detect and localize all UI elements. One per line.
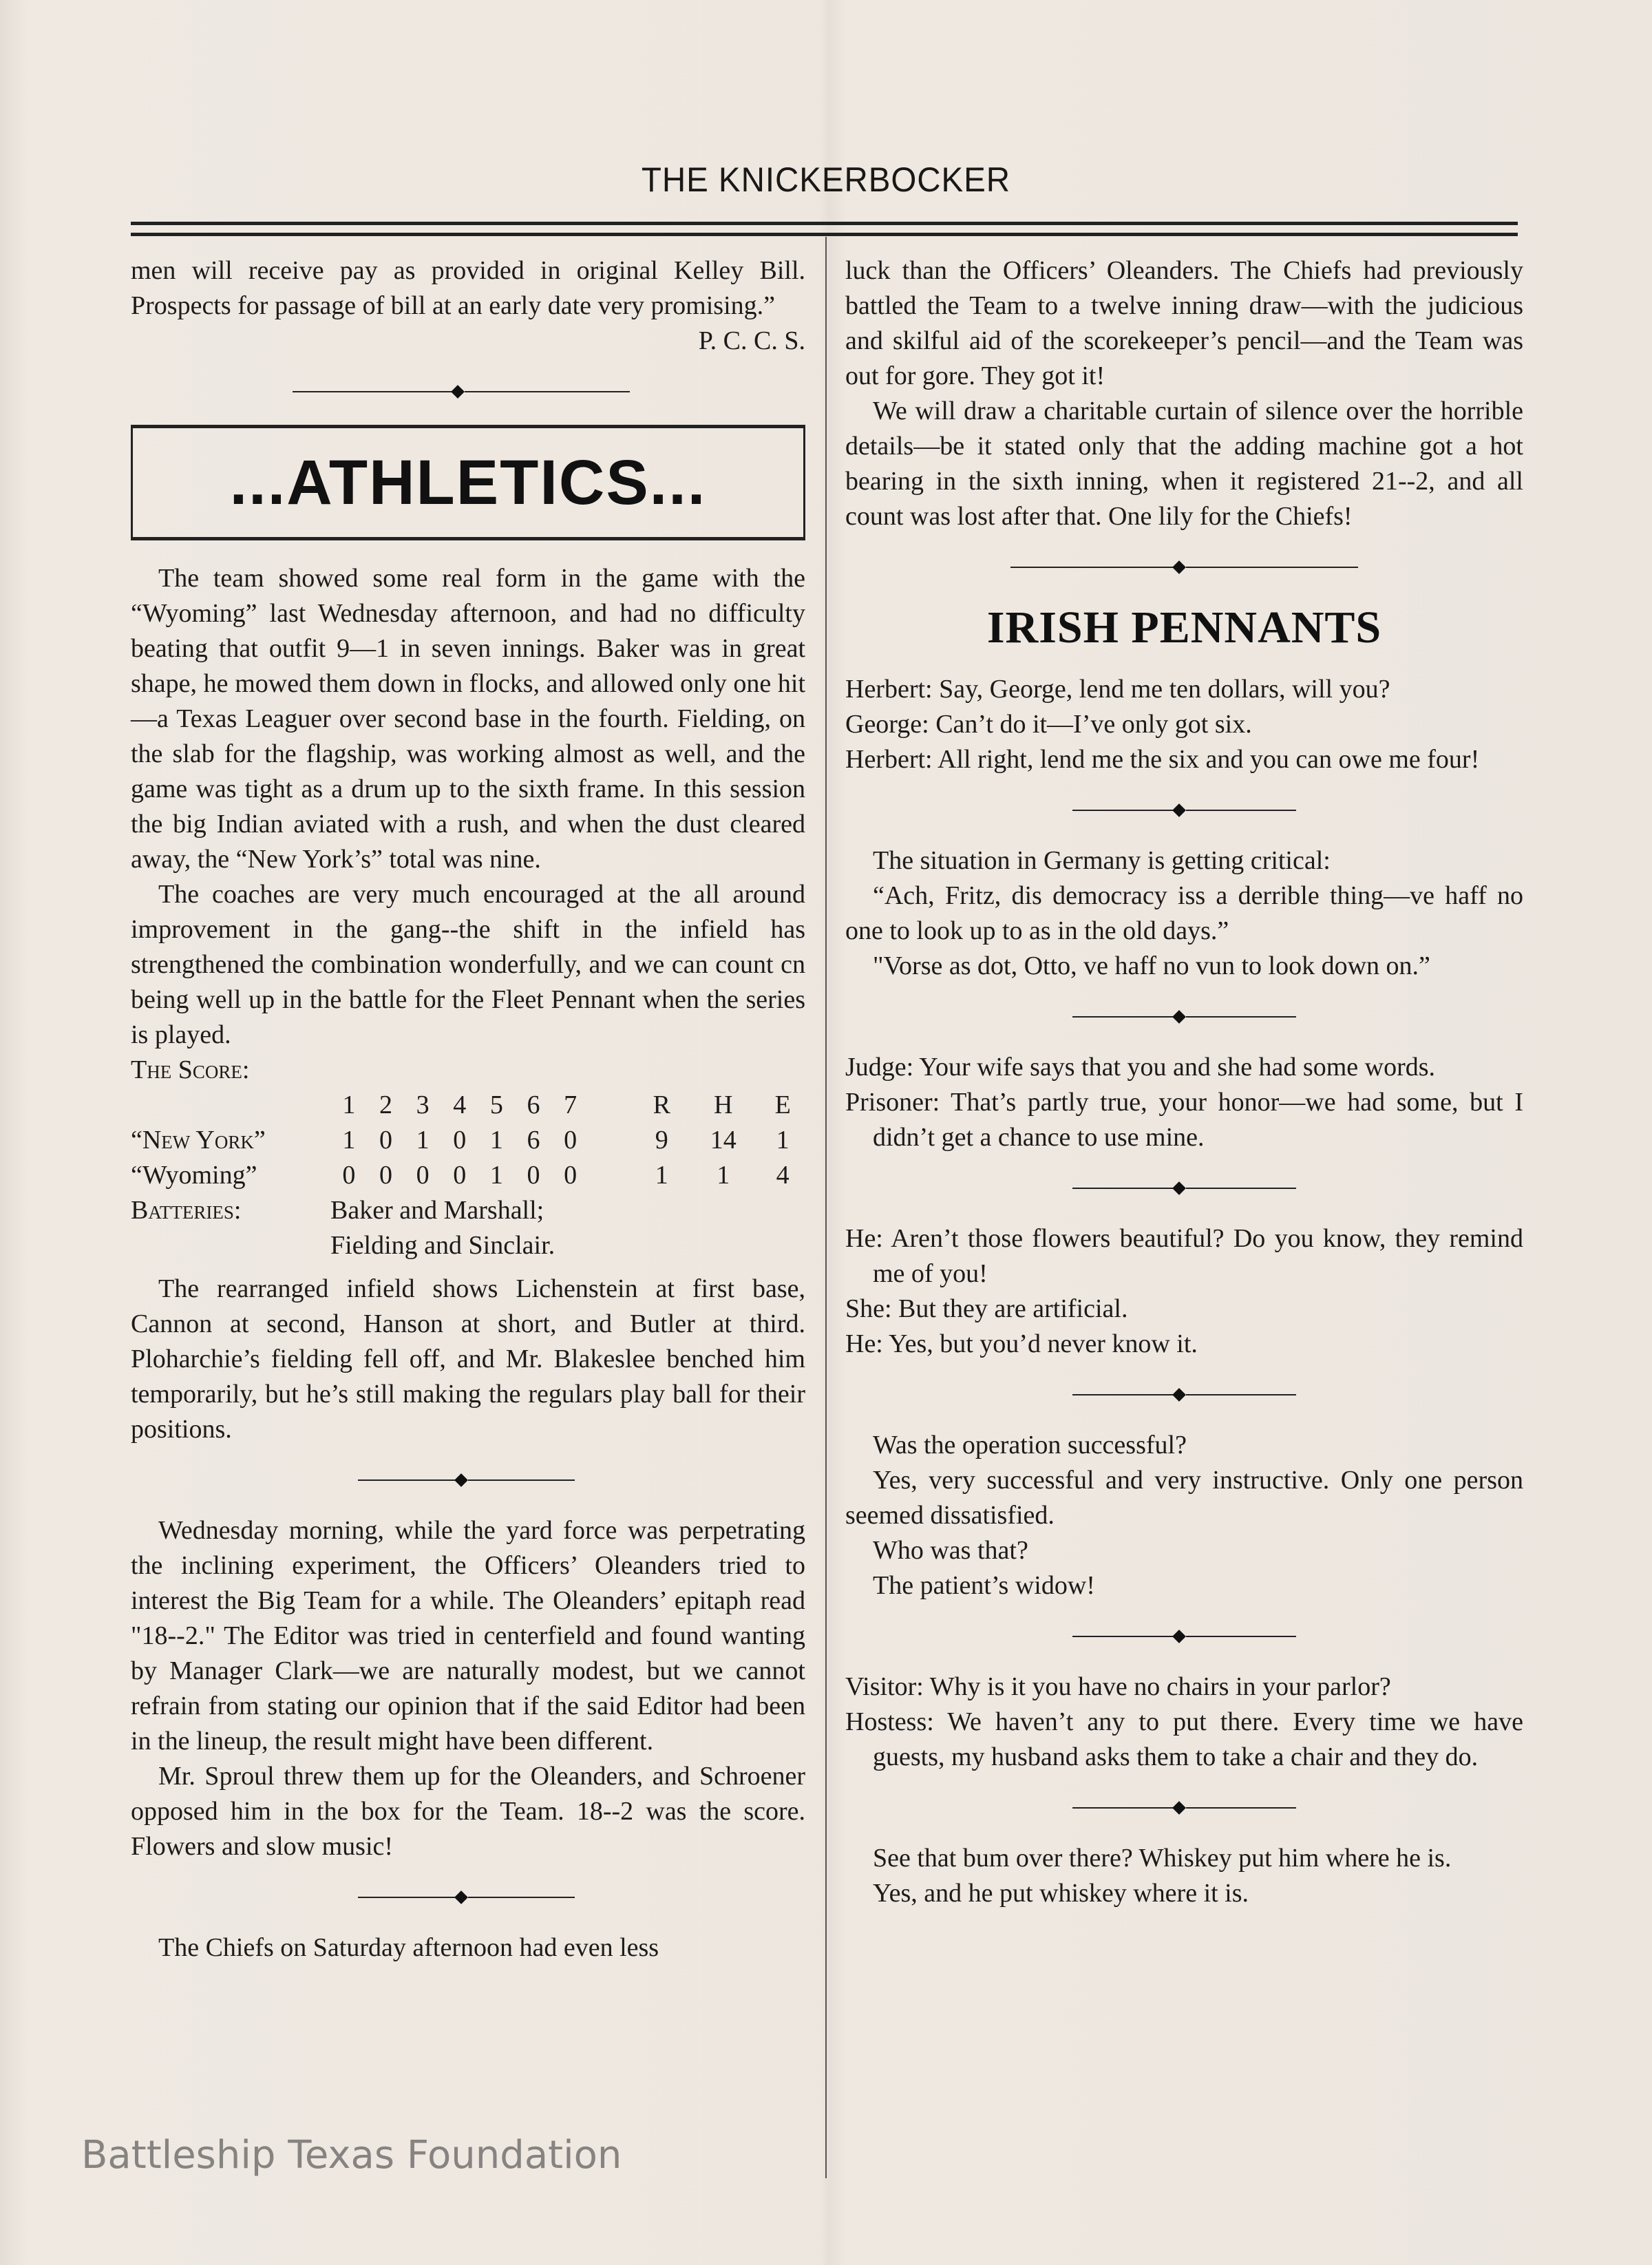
athletics-heading: ...ATHLETICS...: [229, 447, 707, 518]
score-row-wyoming: [131, 1158, 805, 1193]
masthead-title: THE KNICKERBOCKER: [641, 160, 1011, 199]
divider-line: [1072, 1807, 1179, 1809]
joke-line: See that bum over there? Whiskey put him where he is.: [873, 1844, 1452, 1873]
team-name: “Wyoming”: [131, 1161, 257, 1190]
divider-line: [1186, 810, 1296, 811]
divider-line: [1072, 1636, 1179, 1637]
inning-header: 7: [564, 1091, 578, 1119]
inning-score: 0: [379, 1126, 392, 1155]
diamond-ornament-icon: [1172, 560, 1186, 574]
rule-line: [131, 222, 1518, 225]
battery-entry: Baker and Marshall;: [330, 1196, 544, 1225]
dialogue-line: Herbert: All right, lend me the six and you can owe me four!: [845, 745, 1480, 774]
joke-line: "Vorse as dot, Otto, ve haff no vun to look down on.”: [873, 951, 1430, 980]
article-paragraph: Wednesday morning, while the yard force was perpetrating the inclining experiment, the Officers’ Oleanders tried to interest the Big Team for a while. The Oleanders’ epitaph read "18--2." The Editor was tried in centerfield and found wanting by Manager Clark—we are naturally modest, but we cannot refrain from stating our opinion that if the said Editor had been in the lineup, the result might have been different.: [131, 1516, 805, 1756]
inning-header: 3: [416, 1091, 430, 1119]
errors-total: 4: [776, 1161, 790, 1190]
divider-line: [1072, 1016, 1179, 1018]
divider-line: [293, 391, 458, 392]
diamond-ornament-icon: [454, 1890, 468, 1904]
dialogue-line: Herbert: Say, George, lend me ten dollars, will you?: [845, 675, 1390, 704]
ornament-divider: [845, 1381, 1523, 1409]
divider-line: [1186, 1636, 1296, 1637]
inning-score: 0: [453, 1126, 467, 1155]
inning-score: 1: [489, 1126, 503, 1155]
inning-header: 6: [527, 1091, 540, 1119]
divider-line: [465, 391, 630, 392]
score-row-new-york: [131, 1123, 805, 1158]
diamond-ornament-icon: [1172, 1388, 1186, 1402]
ornament-divider: [845, 797, 1523, 824]
inning-header: 1: [342, 1091, 356, 1119]
diamond-ornament-icon: [1172, 1630, 1186, 1643]
dialogue-line: Visitor: Why is it you have no chairs in your parlor?: [845, 1672, 1391, 1701]
rule-line: [131, 233, 1518, 236]
divider-line: [1186, 1807, 1296, 1809]
inning-score: 1: [342, 1126, 356, 1155]
batteries-label: Batteries:: [131, 1196, 242, 1225]
inning-header: 5: [489, 1091, 503, 1119]
battery-entry: Fielding and Sinclair.: [330, 1231, 555, 1260]
ornament-divider: [845, 1003, 1523, 1031]
dialogue-line: Hostess: We haven’t any to put there. Every time we have guests, my husband asks them to take a chair and they do.: [845, 1707, 1523, 1771]
divider-line: [1010, 567, 1179, 568]
dialogue-line: George: Can’t do it—I’ve only got six.: [845, 710, 1252, 739]
totals-header: R: [653, 1091, 670, 1119]
joke-line: The situation in Germany is getting critical:: [873, 846, 1331, 875]
divider-line: [468, 1897, 575, 1898]
team-name: “New York”: [131, 1126, 266, 1155]
score-header-row: [131, 1088, 805, 1123]
ornament-divider: [845, 554, 1523, 581]
divider-line: [358, 1897, 461, 1898]
box-score-table: [131, 1088, 805, 1193]
dialogue-line: He: Aren’t those flowers beautiful? Do you know, they remind me of you!: [845, 1224, 1523, 1288]
inning-score: 0: [416, 1161, 430, 1190]
diamond-ornament-icon: [1172, 1181, 1186, 1195]
article-paragraph: The rearranged infield shows Lichenstein at first base, Cannon at second, Hanson at short, and Butler at third. Ploharchie’s fielding fell off, and Mr. Blakeslee benched him temporarily, but he’s still making the regulars play ball for their positions.: [131, 1274, 805, 1444]
article-paragraph: The Chiefs on Saturday afternoon had even less: [158, 1933, 659, 1962]
diamond-ornament-icon: [1172, 1801, 1186, 1815]
runs-total: 9: [655, 1126, 668, 1155]
totals-header: E: [774, 1091, 791, 1119]
inning-score: 0: [564, 1161, 578, 1190]
divider-line: [358, 1479, 461, 1481]
athletics-heading-box: [131, 425, 805, 540]
joke-line: Who was that?: [873, 1536, 1028, 1565]
ornament-divider: [845, 1174, 1523, 1202]
irish-pennants-heading: IRISH PENNANTS: [986, 602, 1382, 653]
divider-line: [1072, 1394, 1179, 1395]
inning-score: 0: [564, 1126, 578, 1155]
divider-line: [1072, 810, 1179, 811]
article-paragraph: luck than the Officers’ Oleanders. The Chiefs had previously battled the Team to a twelve inning draw—with the judicious and skilful aid of the scorekeeper’s pencil—and the Team was out for gore. They got it!: [845, 256, 1523, 390]
inning-score: 1: [489, 1161, 503, 1190]
diamond-ornament-icon: [454, 1473, 468, 1487]
inning-score: 0: [527, 1161, 540, 1190]
signature: P. C. C. S.: [698, 326, 805, 355]
hits-total: 1: [717, 1161, 730, 1190]
article-paragraph: The coaches are very much encouraged at the all around improvement in the gang--the shift in the infield has strengthened the combination wonderfully, and we can count cn being well up in the battle for the Fleet Pennant when the series is played.: [131, 880, 805, 1049]
score-label: The Score:: [131, 1055, 250, 1084]
errors-total: 1: [776, 1126, 790, 1155]
diamond-ornament-icon: [1172, 1010, 1186, 1024]
continuation-paragraph: men will receive pay as provided in original Kelley Bill. Prospects for passage of bill at an early date very promising.”: [131, 256, 805, 320]
dialogue-line: Prisoner: That’s partly true, your honor—we had some, but I didn’t get a chance to use mine.: [845, 1088, 1523, 1152]
joke-line: Was the operation successful?: [873, 1431, 1187, 1460]
inning-header: 4: [453, 1091, 467, 1119]
diamond-ornament-icon: [451, 385, 465, 399]
divider-line: [1186, 1188, 1296, 1189]
ornament-divider: [845, 1623, 1523, 1650]
article-paragraph: Mr. Sproul threw them up for the Oleanders, and Schroener opposed him in the box for the Team. 18--2 was the score. Flowers and slow music!: [131, 1762, 805, 1861]
inning-score: 1: [416, 1126, 430, 1155]
ornament-divider: [845, 1794, 1523, 1822]
joke-line: “Ach, Fritz, dis democracy iss a derrible thing—ve haff no one to look up to as in the old days.”: [845, 881, 1523, 945]
batteries: [131, 1193, 805, 1263]
ornament-divider: [131, 378, 805, 405]
article-paragraph: The team showed some real form in the game with the “Wyoming” last Wednesday afternoon, and had no difficulty beating that outfit 9—1 in seven innings. Baker was in great shape, he mowed them down in flocks, and allowed only one hit—a Texas Leaguer over second base in the fourth. Fielding, on the slab for the flagship, was working almost as well, and the game was tight as a drum up to the sixth frame. In this session the big Indian aviated with a rush, and when the dust cleared away, the “New York’s” total was nine.: [131, 564, 805, 874]
inning-header: 2: [379, 1091, 392, 1119]
joke-line: The patient’s widow!: [873, 1571, 1095, 1600]
joke-line: Yes, and he put whiskey where it is.: [873, 1879, 1249, 1908]
hits-total: 14: [710, 1126, 737, 1155]
inning-score: 0: [379, 1161, 392, 1190]
diamond-ornament-icon: [1172, 803, 1186, 817]
ornament-divider: [131, 1466, 805, 1494]
masthead-double-rule: [131, 222, 1518, 237]
ornament-divider: [131, 1884, 805, 1911]
article-paragraph: We will draw a charitable curtain of silence over the horrible details—be it stated only that the adding machine got a hot bearing in the sixth inning, when it registered 21--2, and all count was lost after that. One lily for the Chiefs!: [845, 397, 1523, 531]
runs-total: 1: [655, 1161, 668, 1190]
watermark: Battleship Texas Foundation: [81, 2133, 622, 2178]
divider-line: [1186, 1016, 1296, 1018]
inning-score: 0: [453, 1161, 467, 1190]
joke-line: Yes, very successful and very instructive. Only one person seemed dissatisfied.: [845, 1466, 1523, 1530]
left-column: [131, 253, 805, 1966]
column-divider: [825, 237, 827, 2178]
divider-line: [468, 1479, 575, 1481]
divider-line: [1072, 1188, 1179, 1189]
divider-line: [1186, 1394, 1296, 1395]
totals-header: H: [713, 1091, 733, 1119]
inning-score: 6: [527, 1126, 540, 1155]
divider-line: [1186, 567, 1358, 568]
dialogue-line: She: But they are artificial.: [845, 1294, 1128, 1323]
dialogue-line: He: Yes, but you’d never know it.: [845, 1329, 1198, 1358]
inning-score: 0: [342, 1161, 356, 1190]
right-column: [845, 253, 1523, 1911]
dialogue-line: Judge: Your wife says that you and she had some words.: [845, 1053, 1436, 1082]
